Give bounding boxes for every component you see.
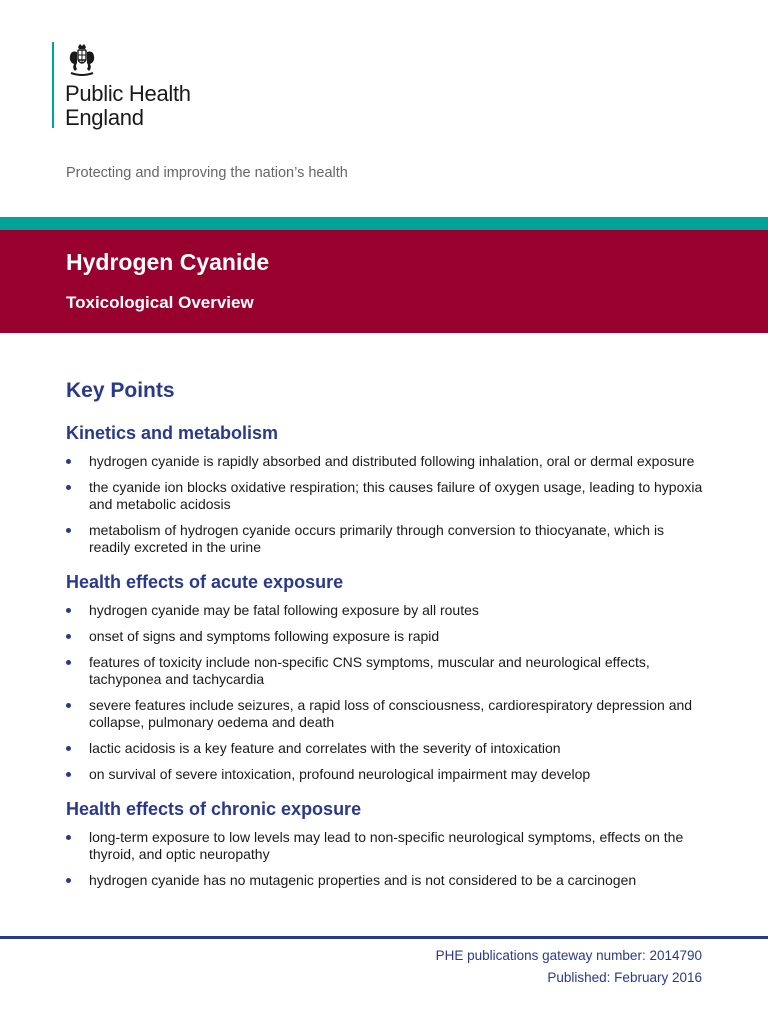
chronic-list xyxy=(66,829,706,889)
list-item: long-term exposure to low levels may lead to non-specific neurological symptoms, effects on the thyroid, and optic neuropathy xyxy=(66,829,706,863)
list-item: hydrogen cyanide may be fatal following exposure by all routes xyxy=(66,602,706,619)
tagline: Protecting and improving the nation’s health xyxy=(66,165,348,181)
org-name-line2: England xyxy=(65,105,144,130)
teal-strip xyxy=(0,217,768,230)
section-heading-acute: Health effects of acute exposure xyxy=(66,572,344,592)
key-points-heading: Key Points xyxy=(66,379,175,402)
main-content xyxy=(66,377,706,903)
section-heading-chronic: Health effects of chronic exposure xyxy=(66,799,362,819)
logo-divider-line xyxy=(52,42,54,128)
title-banner xyxy=(0,230,768,333)
list-item: metabolism of hydrogen cyanide occurs primarily through conversion to thiocyanate, which is readily excreted in the urine xyxy=(66,522,706,556)
royal-coat-of-arms-icon xyxy=(64,42,100,78)
org-name xyxy=(65,82,191,130)
document-subtitle: Toxicological Overview xyxy=(66,293,254,312)
list-item: on survival of severe intoxication, profound neurological impairment may develop xyxy=(66,766,706,783)
list-item: features of toxicity include non-specific CNS symptoms, muscular and neurological effects, tachyponea and tachycardia xyxy=(66,654,706,688)
list-item: onset of signs and symptoms following exposure is rapid xyxy=(66,628,706,645)
list-item: lactic acidosis is a key feature and correlates with the severity of intoxication xyxy=(66,740,706,757)
gateway-number: PHE publications gateway number: 2014790 xyxy=(435,948,702,963)
list-item: hydrogen cyanide is rapidly absorbed and distributed following inhalation, oral or dermal exposure xyxy=(66,453,706,470)
document-title: Hydrogen Cyanide xyxy=(66,249,270,275)
section-heading-kinetics: Kinetics and metabolism xyxy=(66,423,279,443)
list-item: the cyanide ion blocks oxidative respiration; this causes failure of oxygen usage, leading to hypoxia and metabolic acidosis xyxy=(66,479,706,513)
kinetics-list xyxy=(66,453,706,556)
list-item: severe features include seizures, a rapid loss of consciousness, cardiorespiratory depression and collapse, pulmonary oedema and death xyxy=(66,697,706,731)
published-date: Published: February 2016 xyxy=(547,970,702,985)
org-name-line1: Public Health xyxy=(65,81,191,106)
footer-rule xyxy=(0,936,768,939)
acute-list xyxy=(66,602,706,783)
list-item: hydrogen cyanide has no mutagenic properties and is not considered to be a carcinogen xyxy=(66,872,706,889)
